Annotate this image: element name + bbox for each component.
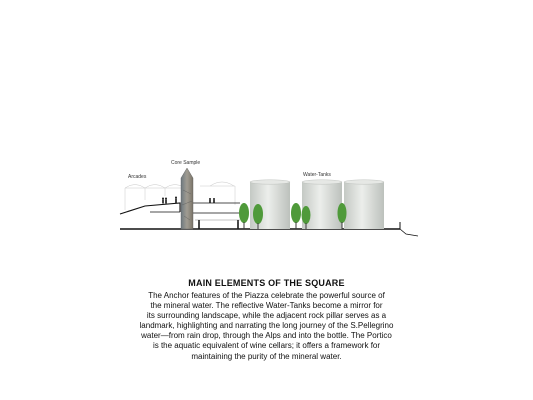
person xyxy=(162,198,164,204)
water-tanks xyxy=(250,180,384,229)
caption-title: MAIN ELEMENTS OF THE SQUARE xyxy=(188,278,345,288)
person xyxy=(175,197,177,204)
caption-line: water—from rain drop, through the Alps and into the bottle. The Portico xyxy=(141,331,392,341)
diagram-labels xyxy=(128,160,331,180)
caption-line: is the aquatic equivalent of wine cellars; it offers a framework for xyxy=(152,341,381,351)
person xyxy=(198,220,200,229)
core-sample-pillar xyxy=(181,168,193,229)
caption-line: maintaining the purity of the mineral water. xyxy=(191,351,342,361)
label-water-tanks: Water-Tanks xyxy=(303,172,331,178)
caption-line: landmark, highlighting and narrating the long journey of the S.Pellegrino xyxy=(139,321,394,331)
label-arcades: Arcades xyxy=(128,174,147,180)
person xyxy=(209,198,211,203)
person xyxy=(213,198,215,203)
person xyxy=(165,198,167,204)
tree xyxy=(239,203,249,229)
caption-body xyxy=(110,291,423,362)
caption-line: the mineral water. The reflective Water-Tanks become a mirror for xyxy=(150,301,383,311)
water-tank xyxy=(344,180,384,229)
label-core-sample: Core Sample xyxy=(171,160,201,166)
caption xyxy=(110,278,423,362)
caption-line: The Anchor features of the Piazza celebrate the powerful source of xyxy=(148,291,385,300)
person xyxy=(237,220,239,229)
caption-line: its surrounding landscape, while the adjacent rock pillar serves as a xyxy=(146,311,387,321)
tree xyxy=(291,203,301,229)
